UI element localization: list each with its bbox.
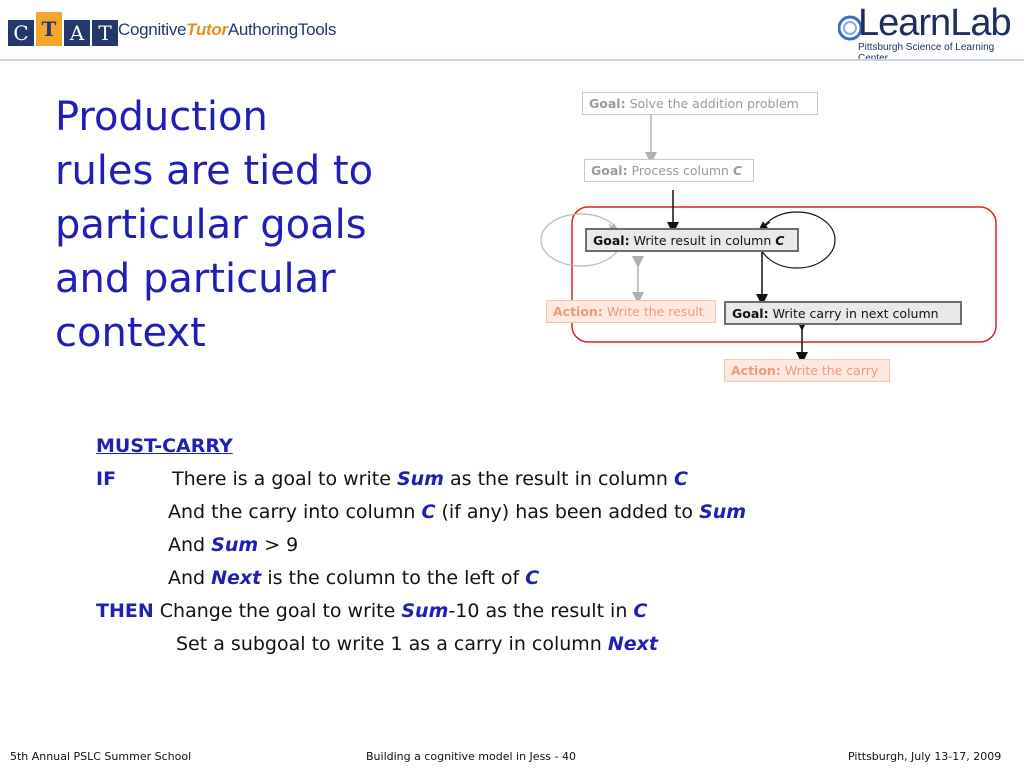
rule-text: Change the goal to write — [153, 600, 402, 622]
ctat-subtitle-authoring: AuthoringTools — [227, 20, 337, 39]
goal-var-c: C — [732, 163, 743, 178]
ctat-letter-a: A — [64, 20, 90, 46]
title-line: particular goals — [55, 202, 367, 248]
var-c: C — [421, 501, 436, 523]
goal-text: Solve the addition problem — [629, 96, 799, 111]
goal-var-c: C — [775, 232, 785, 248]
rule-text: And the carry into column — [168, 501, 422, 523]
footer-center: Building a cognitive model in Jess - 40 — [366, 750, 576, 763]
ctat-letter-t2: T — [92, 20, 118, 46]
footer-right: Pittsburgh, July 13-17, 2009 — [848, 750, 1002, 763]
rule-text: -10 as the result in — [448, 600, 634, 622]
goal-text: Write carry in next column — [772, 305, 939, 321]
rule-name: MUST-CARRY — [96, 435, 233, 457]
var-c: C — [633, 600, 648, 622]
var-c: C — [525, 567, 540, 589]
footer-left: 5th Annual PSLC Summer School — [10, 750, 192, 763]
var-c: C — [673, 468, 688, 490]
var-sum: Sum — [396, 468, 444, 490]
ctat-subtitle-cognitive: Cognitive — [118, 20, 187, 39]
action-label: Action: — [553, 304, 603, 319]
goal-write-result — [585, 228, 799, 252]
goal-solve-addition — [582, 92, 818, 115]
rule-text: as the result in column — [443, 468, 674, 490]
rule-text: There is a goal to write — [172, 468, 397, 490]
action-text: Write the result — [606, 304, 704, 319]
action-label: Action: — [731, 363, 781, 378]
ctat-letter-c: C — [8, 20, 34, 46]
goal-label: Goal: — [732, 305, 769, 321]
goal-text: Write result in column — [633, 232, 772, 248]
ctat-subtitle-tutor: Tutor — [186, 20, 228, 39]
goal-text: Process column — [631, 163, 729, 178]
title-line: context — [55, 310, 206, 356]
production-rule — [96, 430, 746, 661]
var-next: Next — [211, 567, 262, 589]
action-write-result — [546, 300, 716, 323]
action-text: Write the carry — [784, 363, 879, 378]
goal-label: Goal: — [591, 163, 628, 178]
rule-text: > 9 — [258, 534, 299, 556]
rule-text: And — [168, 534, 212, 556]
learnlab-name: LearnLab — [858, 2, 1011, 44]
var-sum: Sum — [699, 501, 747, 523]
action-write-carry — [724, 359, 890, 382]
var-sum: Sum — [211, 534, 259, 556]
title-line: Production — [55, 94, 268, 140]
rule-text: Set a subgoal to write 1 as a carry in column — [176, 633, 608, 655]
goal-label: Goal: — [589, 96, 626, 111]
var-next: Next — [607, 633, 659, 655]
if-keyword: IF — [96, 468, 117, 490]
goal-process-column — [584, 159, 754, 182]
title-line: and particular — [55, 256, 336, 302]
rule-text: (if any) has been added to — [435, 501, 700, 523]
var-sum: Sum — [401, 600, 449, 622]
rule-text: And — [168, 567, 212, 589]
goal-write-carry — [724, 301, 962, 325]
title-line: rules are tied to — [55, 148, 374, 194]
ctat-letter-t: T — [36, 12, 62, 46]
goal-label: Goal: — [593, 232, 630, 248]
then-keyword: THEN — [96, 600, 154, 622]
learnlab-subtitle: Pittsburgh Science of Learning — [858, 42, 995, 53]
rule-text: is the column to the left of — [261, 567, 526, 589]
